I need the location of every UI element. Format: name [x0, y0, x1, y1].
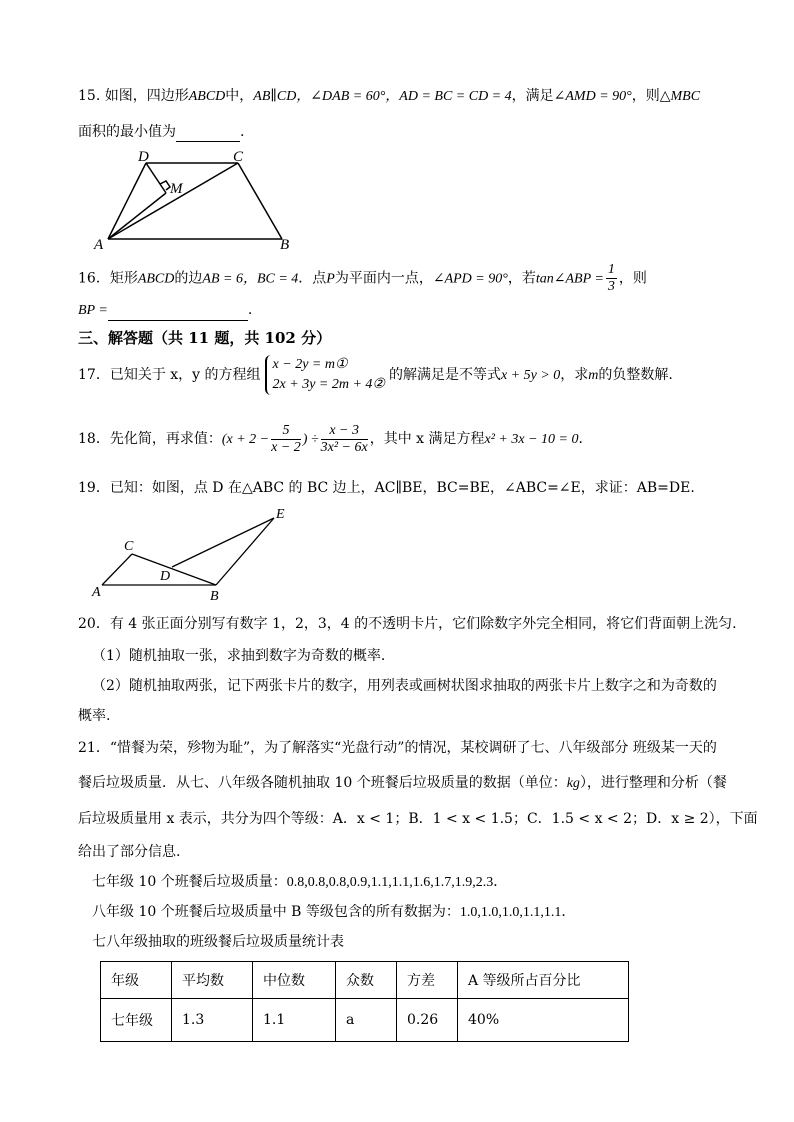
q15-figure	[90, 145, 310, 255]
q16-line1	[78, 262, 647, 295]
q15-text: ，则	[631, 88, 660, 104]
q21-grade7	[92, 872, 507, 893]
fraction-numerator: 1	[607, 262, 615, 277]
edge-cb	[132, 554, 216, 585]
q18	[78, 418, 592, 461]
q17-inequality: x + 5y > 0	[500, 368, 561, 383]
q17-text: 的解满足是不等式	[388, 367, 501, 383]
q15-line2	[78, 122, 244, 142]
q15-triangle: △MBC	[659, 89, 701, 104]
q15-text: .	[240, 124, 245, 140]
grade7-data: 0.8,0.8,0.8,0.9,1.1,1.1,1.6,1.7,1.9,2.3	[286, 875, 494, 890]
q21-line4: 给出了部分信息.	[78, 844, 181, 860]
q16-rect: ABCD	[137, 271, 175, 287]
edge-dm	[146, 163, 166, 193]
q16-fraction	[606, 262, 617, 295]
q15-quad: ABCD	[188, 89, 226, 104]
q15-text: 面积的最小值为	[78, 124, 176, 140]
q20-part2: （2）随机抽取两张，记下两张卡片的数字，用列表或画树状图求抽取的两张卡片上数字之和为奇数的	[92, 678, 717, 694]
q17-text: 的负整数解.	[598, 367, 673, 383]
q21-unit: kg	[566, 776, 580, 791]
table-header: 年级	[101, 962, 172, 999]
equation-2: 2x + 3y = 2m + 4②	[272, 377, 385, 392]
q16-point: P	[326, 271, 335, 287]
q18-expr: (x + 2 −	[221, 432, 270, 447]
q16-text: ，若	[507, 270, 536, 287]
table-cell: 40%	[458, 999, 629, 1042]
q21-line2	[78, 773, 727, 794]
q21-text: ．	[561, 904, 576, 920]
fraction-denominator: x − 2	[271, 439, 301, 455]
q16-sides: AB = 6，BC = 4	[202, 271, 299, 287]
equation-system	[265, 355, 385, 395]
edge-de	[172, 518, 274, 567]
edge-be	[216, 518, 274, 585]
q18-text: ．	[578, 431, 593, 447]
q15-line1	[78, 86, 700, 107]
q16-text: ，则	[618, 270, 647, 287]
edge-ac	[102, 554, 132, 585]
label-m: M	[170, 181, 183, 197]
q21-line1: 21．“惜餐为荣，殄物为耻”，为了解落实“光盘行动”的情况，某校调研了七、八年级部分 班级某一天的	[78, 740, 717, 756]
q21-text: ．	[493, 874, 508, 890]
q18-equation: x² + 3x − 10 = 0	[484, 432, 579, 447]
table-cell: 0.26	[397, 999, 458, 1042]
q18-fraction-2	[321, 423, 368, 456]
label-c: C	[233, 149, 244, 165]
q16-text: .	[247, 302, 253, 318]
label-b: B	[210, 589, 219, 604]
q21-line3: 后垃圾质量用 x 表示，共分为四个等级：A．x < 1；B．1 < x < 1.5；C．1.5 < x < 2；D．x ≥ 2），下面	[78, 811, 758, 827]
table-header: 众数	[336, 962, 397, 999]
table-header: 方差	[397, 962, 458, 999]
fraction-numerator: x − 3	[321, 423, 368, 440]
q19-figure	[88, 504, 288, 604]
q20-part1: （1）随机抽取一张，求抽到数字为奇数的概率.	[92, 648, 386, 664]
q17-var: m	[588, 368, 599, 383]
q18-text: ，其中 x 满足方程	[369, 431, 485, 447]
table-header: A 等级所占百分比	[458, 962, 629, 999]
q16-text: 为平面内一点，	[334, 270, 433, 287]
q15-given: AB∥CD，∠DAB = 60°，AD = BC = CD = 4	[253, 89, 512, 104]
label-a: A	[92, 585, 101, 600]
answer-blank[interactable]	[176, 125, 240, 142]
q17-text: ，求	[560, 367, 589, 383]
q21-text: ），进行整理和分析（餐	[579, 775, 727, 791]
q15-text: ，满足	[511, 88, 554, 104]
q15-text: 中，	[225, 88, 254, 104]
equation-1: x − 2y = m①	[272, 357, 348, 372]
q16-text: ．点	[298, 270, 327, 287]
q21-grade8	[92, 902, 575, 923]
label-c: C	[124, 539, 134, 554]
q15-angle: ∠AMD = 90°	[553, 89, 632, 104]
edge-bc	[238, 163, 282, 239]
fraction-denominator: 3x² − 6x	[320, 439, 368, 455]
q16-bp: BP =	[78, 303, 108, 318]
fraction-numerator: 5	[271, 423, 301, 440]
edge-am	[108, 193, 166, 239]
q18-text: 18．先化简，再求值：	[78, 431, 222, 447]
q16-text: 的边	[174, 270, 203, 287]
table-cell: 1.3	[172, 999, 253, 1042]
section-heading: 三、解答题（共 11 题，共 102 分）	[78, 329, 332, 347]
q17	[78, 352, 673, 399]
table-header: 中位数	[253, 962, 336, 999]
q21-text: 七年级 10 个班餐后垃圾质量：	[92, 874, 287, 890]
q16-line2	[78, 300, 252, 321]
table-cell: 1.1	[253, 999, 336, 1042]
q21-text: 八年级 10 个班餐后垃圾质量中 B 等级包含的所有数据为：	[92, 904, 460, 920]
q19-text: 19．已知：如图，点 D 在△ABC 的 BC 边上，AC∥BE，BC=BE，∠ABC=∠E，求证：AB=DE.	[78, 480, 695, 496]
q16-text: 16．矩形	[78, 270, 138, 287]
q20-line1: 20．有 4 张正面分别写有数字 1，2，3，4 的不透明卡片，它们除数字外完全相同，将它们背面朝上洗匀.	[78, 616, 737, 632]
table-row	[101, 999, 629, 1042]
q18-fraction-1	[271, 423, 301, 456]
table-header: 平均数	[172, 962, 253, 999]
q16-angle: ∠APD = 90°	[432, 271, 508, 287]
label-d: D	[160, 569, 171, 584]
label-e: E	[276, 507, 285, 522]
answer-blank[interactable]	[108, 304, 248, 321]
q18-expr: ) ÷	[302, 432, 319, 447]
fraction-denominator: 3	[607, 279, 615, 294]
label-d: D	[138, 149, 149, 165]
q15-text: 15. 如图，四边形	[78, 88, 189, 104]
q17-text: 17．已知关于 x，y 的方程组	[78, 367, 261, 383]
table-header-row	[101, 962, 629, 999]
grade8-data: 1.0,1.0,1.0,1.1,1.1	[459, 905, 562, 920]
table-title: 七八年级抽取的班级餐后垃圾质量统计表	[92, 934, 344, 950]
q16-tan: tan∠ABP =	[535, 271, 604, 287]
q21-text: 餐后垃圾质量．从七、八年级各随机抽取 10 个班餐后垃圾质量的数据（单位：	[78, 775, 567, 791]
q20-part2-end: 概率.	[78, 708, 111, 724]
table-cell: 七年级	[101, 999, 172, 1042]
label-b: B	[280, 237, 290, 253]
table-cell: a	[336, 999, 397, 1042]
label-a: A	[94, 237, 104, 253]
stats-table	[100, 961, 629, 1042]
